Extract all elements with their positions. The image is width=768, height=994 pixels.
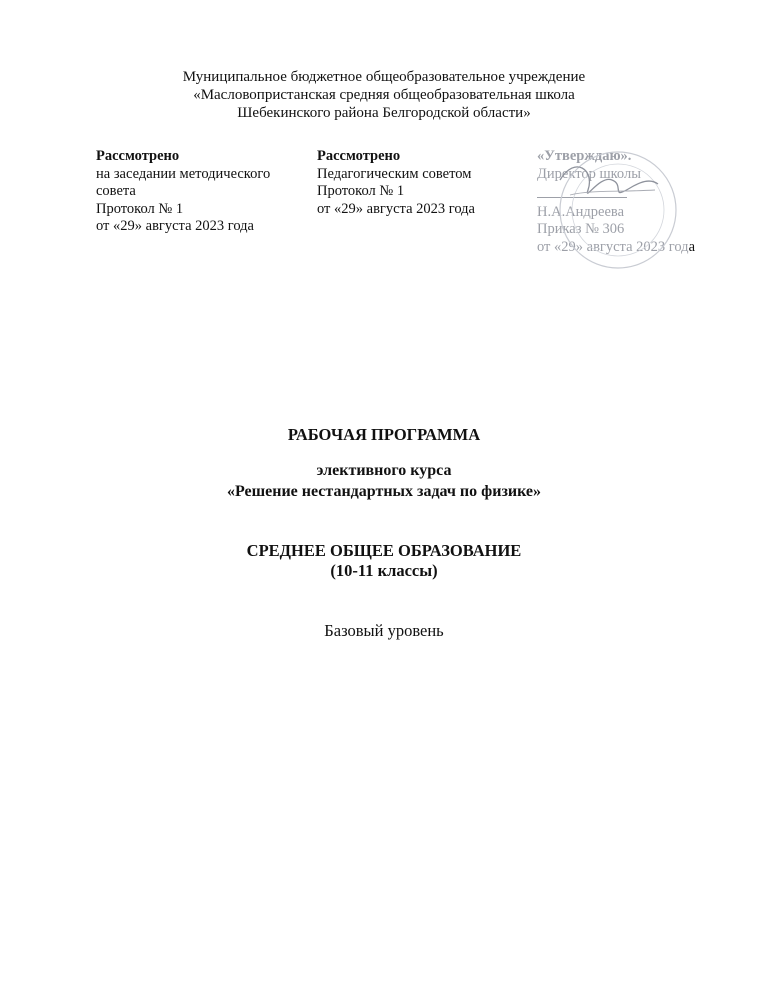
program-level: Базовый уровень (324, 621, 444, 640)
grades: (10-11 классы) (330, 561, 438, 580)
method-council-heading: Рассмотрено (96, 148, 180, 164)
ped-council-date: от «29» августа 2023 года (317, 200, 475, 217)
ped-council-protocol: Протокол № 1 (317, 183, 405, 200)
signature-line (537, 183, 695, 204)
header-line-2: «Масловопристанская средняя общеобразовательная школа (193, 87, 575, 103)
ped-council-block (317, 148, 475, 218)
director-approval-heading: «Утверждаю». (537, 148, 632, 164)
education-level: СРЕДНЕЕ ОБЩЕЕ ОБРАЗОВАНИЕ (246, 541, 522, 560)
education-level-block (0, 541, 768, 581)
document-title: РАБОЧАЯ ПРОГРАММА (287, 425, 481, 444)
signature-underline (537, 183, 627, 198)
method-council-protocol: Протокол № 1 (96, 200, 184, 217)
director-date-tail: а (688, 238, 695, 255)
director-order: Приказ № 306 (537, 221, 625, 238)
method-council-line-2: совета (96, 183, 136, 200)
ped-council-line-1: Педагогическим советом (317, 165, 472, 182)
ped-council-heading: Рассмотрено (317, 148, 401, 164)
course-block (0, 460, 768, 502)
director-name: Н.А.Андреева (537, 203, 625, 220)
method-council-line-1: на заседании методического (96, 165, 271, 182)
header-line-1: Муниципальное бюджетное общеобразовательное учреждение (182, 69, 586, 85)
director-date-main: от «29» августа 2023 год (537, 238, 689, 255)
header-line-3: Шебекинского района Белгородской области» (237, 105, 531, 121)
director-title: Директор школы (537, 165, 641, 182)
method-council-date: от «29» августа 2023 года (96, 218, 254, 235)
director-date (537, 239, 695, 257)
course-name: «Решение нестандартных задач по физике» (226, 483, 542, 500)
course-type: элективного курса (316, 462, 452, 479)
director-approval-block (537, 148, 695, 257)
school-header (0, 68, 768, 122)
method-council-block (96, 148, 270, 236)
